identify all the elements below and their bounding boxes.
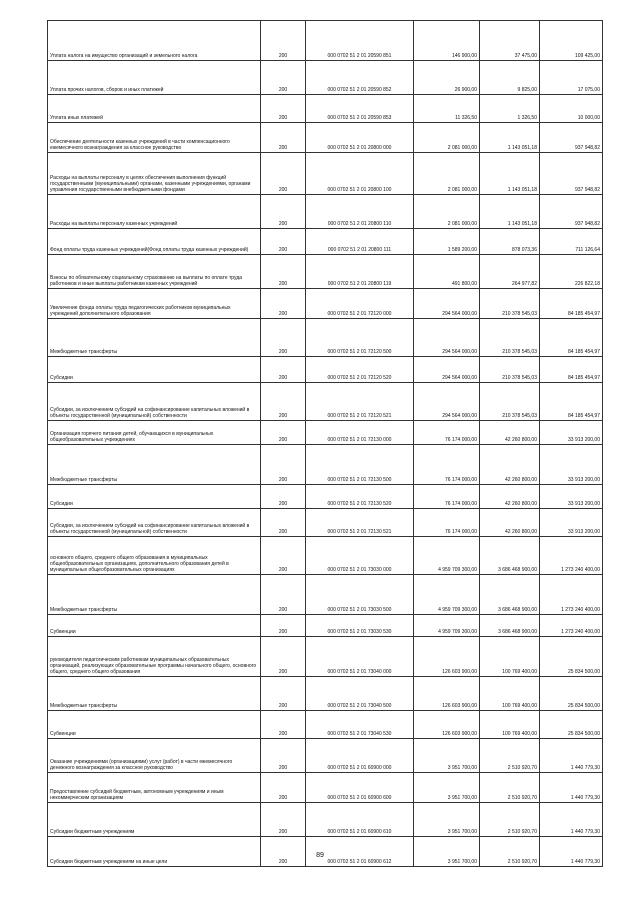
row-code: 200 xyxy=(261,739,306,773)
row-executed: 42 260 800,00 xyxy=(480,485,540,509)
row-kbk: 000 0702 51 2 01 20800 111 xyxy=(306,229,414,255)
row-remaining: 1 440 779,30 xyxy=(540,803,603,837)
row-remaining: 33 913 200,00 xyxy=(540,445,603,485)
row-executed: 1 143 051,18 xyxy=(480,123,540,153)
row-remaining: 33 913 200,00 xyxy=(540,421,603,445)
row-remaining: 1 440 779,30 xyxy=(540,773,603,803)
row-name: Субсидии бюджетным учреждениям xyxy=(48,803,261,837)
row-kbk: 000 0702 51 2 01 73040 530 xyxy=(306,711,414,739)
row-code: 200 xyxy=(261,195,306,229)
row-approved: 294 564 000,00 xyxy=(414,289,480,319)
row-name: Оказание учреждениями (организациями) услуг (работ) в части ежемесячного денежного вознаграждения за классное руководство xyxy=(48,739,261,773)
row-executed: 264 977,82 xyxy=(480,255,540,289)
table-row xyxy=(48,61,603,95)
row-kbk: 000 0702 51 2 01 72120 000 xyxy=(306,289,414,319)
row-code: 200 xyxy=(261,21,306,61)
row-name: Субсидии, за исключением субсидий на софинансирование капитальных вложений в объекты государственной (муниципальной) собственности xyxy=(48,509,261,537)
row-kbk: 000 0702 51 2 01 20800 100 xyxy=(306,153,414,195)
table-row xyxy=(48,255,603,289)
row-kbk: 000 0702 51 2 01 72130 500 xyxy=(306,445,414,485)
row-kbk: 000 0702 51 2 01 73040 000 xyxy=(306,637,414,677)
row-code: 200 xyxy=(261,357,306,383)
row-approved: 2 081 000,00 xyxy=(414,195,480,229)
row-name: Субсидии бюджетным учреждениям на иные цели xyxy=(48,837,261,867)
table-row xyxy=(48,509,603,537)
row-remaining: 1 273 240 400,00 xyxy=(540,575,603,615)
row-name: Обеспечение деятельности казенных учреждений в части компенсационного ежемесячного вознаграждения за классное руководство xyxy=(48,123,261,153)
row-executed: 42 260 800,00 xyxy=(480,421,540,445)
row-remaining: 17 075,00 xyxy=(540,61,603,95)
row-kbk: 000 0702 51 2 01 60900 610 xyxy=(306,803,414,837)
row-code: 200 xyxy=(261,575,306,615)
row-executed: 210 378 545,03 xyxy=(480,357,540,383)
row-executed: 9 825,00 xyxy=(480,61,540,95)
row-kbk: 000 0702 51 2 01 60900 600 xyxy=(306,773,414,803)
row-remaining: 109 425,00 xyxy=(540,21,603,61)
row-code: 200 xyxy=(261,229,306,255)
table-row xyxy=(48,677,603,711)
row-name: Увеличение фонда оплаты труда педагогических работников муниципальных учреждений дополнительного образования xyxy=(48,289,261,319)
row-approved: 2 081 000,00 xyxy=(414,123,480,153)
table-row xyxy=(48,229,603,255)
row-approved: 126 603 900,00 xyxy=(414,677,480,711)
row-approved: 76 174 000,00 xyxy=(414,485,480,509)
row-code: 200 xyxy=(261,773,306,803)
row-executed: 42 260 800,00 xyxy=(480,445,540,485)
row-executed: 1 326,50 xyxy=(480,95,540,123)
row-name: Субсидии xyxy=(48,357,261,383)
row-code: 200 xyxy=(261,637,306,677)
row-executed: 1 143 051,18 xyxy=(480,153,540,195)
row-name: Взносы по обязательному социальному страхованию на выплаты по оплате труда работников и иные выплаты работникам казенных учреждений xyxy=(48,255,261,289)
row-approved: 146 900,00 xyxy=(414,21,480,61)
table-body xyxy=(48,21,603,867)
row-name: Субсидии xyxy=(48,485,261,509)
row-name: Уплата иных платежей xyxy=(48,95,261,123)
row-executed: 3 686 468 900,00 xyxy=(480,575,540,615)
page-number: 89 xyxy=(316,852,324,859)
row-remaining: 84 185 454,97 xyxy=(540,289,603,319)
row-kbk: 000 0702 51 2 01 60900 000 xyxy=(306,739,414,773)
row-remaining: 1 273 240 400,00 xyxy=(540,615,603,637)
row-name: Расходы на выплаты персоналу казенных учреждений xyxy=(48,195,261,229)
row-name: основного общего, среднего общего образования в муниципальных общеобразовательных организациях, дополнительного образования детей в муниципальных общеобразовательных организациях xyxy=(48,537,261,575)
table-row xyxy=(48,421,603,445)
row-name: Фонд оплаты труда казенных учреждений(Фонд оплаты труда казенных учреждений) xyxy=(48,229,261,255)
budget-table-container xyxy=(47,20,602,867)
row-kbk: 000 0702 51 2 01 20590 852 xyxy=(306,61,414,95)
budget-execution-table xyxy=(47,20,603,867)
row-code: 200 xyxy=(261,383,306,421)
row-kbk: 000 0702 51 2 01 72120 500 xyxy=(306,319,414,357)
row-kbk: 000 0702 51 2 01 20800 000 xyxy=(306,123,414,153)
row-name: Субсидии, за исключением субсидий на софинансирование капитальных вложений в объекты государственной (муниципальной) собственности xyxy=(48,383,261,421)
table-row xyxy=(48,21,603,61)
row-code: 200 xyxy=(261,289,306,319)
row-kbk: 000 0702 51 2 01 20800 110 xyxy=(306,195,414,229)
row-remaining: 84 185 454,97 xyxy=(540,357,603,383)
row-executed: 1 143 051,18 xyxy=(480,195,540,229)
row-code: 200 xyxy=(261,837,306,867)
row-kbk: 000 0702 51 2 01 20800 119 xyxy=(306,255,414,289)
row-executed: 210 378 545,03 xyxy=(480,289,540,319)
row-approved: 294 564 000,00 xyxy=(414,383,480,421)
row-kbk: 000 0702 51 2 01 72130 000 xyxy=(306,421,414,445)
row-kbk: 000 0702 51 2 01 72120 521 xyxy=(306,383,414,421)
row-remaining: 711 126,64 xyxy=(540,229,603,255)
table-row xyxy=(48,773,603,803)
row-name: Субвенции xyxy=(48,615,261,637)
row-code: 200 xyxy=(261,123,306,153)
row-approved: 126 603 900,00 xyxy=(414,637,480,677)
table-row xyxy=(48,95,603,123)
row-name: Предоставление субсидий бюджетным, автономным учреждениям и иным некоммерческим организациям xyxy=(48,773,261,803)
row-name: Межбюджетные трансферты xyxy=(48,677,261,711)
row-remaining: 937 948,82 xyxy=(540,195,603,229)
row-remaining: 33 913 200,00 xyxy=(540,509,603,537)
table-row xyxy=(48,637,603,677)
row-code: 200 xyxy=(261,421,306,445)
row-executed: 37 475,00 xyxy=(480,21,540,61)
row-executed: 2 510 920,70 xyxy=(480,803,540,837)
row-executed: 210 378 545,03 xyxy=(480,319,540,357)
row-remaining: 1 440 779,30 xyxy=(540,837,603,867)
row-executed: 2 510 920,70 xyxy=(480,837,540,867)
row-code: 200 xyxy=(261,319,306,357)
table-row xyxy=(48,445,603,485)
row-name: Межбюджетные трансферты xyxy=(48,445,261,485)
row-executed: 878 073,36 xyxy=(480,229,540,255)
table-row xyxy=(48,319,603,357)
row-executed: 100 769 400,00 xyxy=(480,711,540,739)
row-approved: 76 174 000,00 xyxy=(414,509,480,537)
table-row xyxy=(48,123,603,153)
row-name: Уплата налога на имущество организаций и земельного налога xyxy=(48,21,261,61)
row-approved: 3 951 700,00 xyxy=(414,837,480,867)
row-remaining: 25 834 500,00 xyxy=(540,677,603,711)
row-kbk: 000 0702 51 2 01 73040 500 xyxy=(306,677,414,711)
row-approved: 4 959 709 300,00 xyxy=(414,575,480,615)
row-remaining: 33 913 200,00 xyxy=(540,485,603,509)
row-approved: 126 603 900,00 xyxy=(414,711,480,739)
row-code: 200 xyxy=(261,711,306,739)
row-name: Межбюджетные трансферты xyxy=(48,319,261,357)
row-approved: 1 589 200,00 xyxy=(414,229,480,255)
row-remaining: 25 834 500,00 xyxy=(540,637,603,677)
row-approved: 3 951 700,00 xyxy=(414,739,480,773)
table-row xyxy=(48,711,603,739)
row-executed: 2 510 920,70 xyxy=(480,739,540,773)
row-kbk: 000 0702 51 2 01 73030 530 xyxy=(306,615,414,637)
row-approved: 3 951 700,00 xyxy=(414,773,480,803)
table-row xyxy=(48,615,603,637)
row-approved: 26 900,00 xyxy=(414,61,480,95)
row-code: 200 xyxy=(261,537,306,575)
table-row xyxy=(48,575,603,615)
table-row xyxy=(48,357,603,383)
table-row xyxy=(48,383,603,421)
row-name: руководителя педагогическим работникам муниципальных образовательных организаций, реализующих образовательные программы начального общего, основного общего, среднего общего образования xyxy=(48,637,261,677)
row-approved: 76 174 000,00 xyxy=(414,421,480,445)
row-kbk: 000 0702 51 2 01 73030 500 xyxy=(306,575,414,615)
row-code: 200 xyxy=(261,445,306,485)
row-executed: 3 686 468 900,00 xyxy=(480,537,540,575)
table-row xyxy=(48,537,603,575)
row-approved: 2 081 000,00 xyxy=(414,153,480,195)
row-approved: 294 564 000,00 xyxy=(414,357,480,383)
table-row xyxy=(48,195,603,229)
row-name: Уплата прочих налогов, сборов и иных платежей xyxy=(48,61,261,95)
row-approved: 11 326,50 xyxy=(414,95,480,123)
row-code: 200 xyxy=(261,509,306,537)
row-code: 200 xyxy=(261,803,306,837)
row-code: 200 xyxy=(261,153,306,195)
row-remaining: 25 834 500,00 xyxy=(540,711,603,739)
row-kbk: 000 0702 51 2 01 72120 520 xyxy=(306,357,414,383)
row-remaining: 937 948,82 xyxy=(540,153,603,195)
row-executed: 42 260 800,00 xyxy=(480,509,540,537)
row-executed: 210 378 545,03 xyxy=(480,383,540,421)
row-remaining: 937 948,82 xyxy=(540,123,603,153)
row-approved: 76 174 000,00 xyxy=(414,445,480,485)
row-code: 200 xyxy=(261,95,306,123)
row-approved: 491 800,00 xyxy=(414,255,480,289)
row-kbk: 000 0702 51 2 01 72130 521 xyxy=(306,509,414,537)
row-code: 200 xyxy=(261,255,306,289)
row-kbk: 000 0702 51 2 01 73030 000 xyxy=(306,537,414,575)
table-row xyxy=(48,803,603,837)
row-approved: 4 959 709 300,00 xyxy=(414,537,480,575)
row-remaining: 226 822,18 xyxy=(540,255,603,289)
row-remaining: 10 000,00 xyxy=(540,95,603,123)
row-remaining: 1 273 240 400,00 xyxy=(540,537,603,575)
row-approved: 3 951 700,00 xyxy=(414,803,480,837)
table-row xyxy=(48,739,603,773)
row-executed: 100 769 400,00 xyxy=(480,677,540,711)
table-row xyxy=(48,485,603,509)
row-name: Межбюджетные трансферты xyxy=(48,575,261,615)
row-executed: 3 686 468 900,00 xyxy=(480,615,540,637)
row-kbk: 000 0702 51 2 01 20590 851 xyxy=(306,21,414,61)
row-name: Субвенции xyxy=(48,711,261,739)
row-code: 200 xyxy=(261,677,306,711)
row-kbk: 000 0702 51 2 01 60900 612 xyxy=(306,837,414,867)
table-row xyxy=(48,153,603,195)
row-kbk: 000 0702 51 2 01 72130 520 xyxy=(306,485,414,509)
row-executed: 2 510 920,70 xyxy=(480,773,540,803)
row-name: Расходы на выплаты персоналу в целях обеспечения выполнения функций государственными (муниципальными) органами, казенными учреждениями, органами управления государственными внебюджетными фондами xyxy=(48,153,261,195)
row-executed: 100 769 400,00 xyxy=(480,637,540,677)
table-row xyxy=(48,289,603,319)
row-code: 200 xyxy=(261,61,306,95)
row-approved: 294 564 000,00 xyxy=(414,319,480,357)
row-kbk: 000 0702 51 2 01 20590 853 xyxy=(306,95,414,123)
row-remaining: 1 440 779,30 xyxy=(540,739,603,773)
row-remaining: 84 185 454,97 xyxy=(540,383,603,421)
row-code: 200 xyxy=(261,485,306,509)
row-name: Организация горячего питания детей, обучающихся в муниципальных общеобразовательных учреждениях xyxy=(48,421,261,445)
row-remaining: 84 185 454,97 xyxy=(540,319,603,357)
row-code: 200 xyxy=(261,615,306,637)
row-approved: 4 959 709 300,00 xyxy=(414,615,480,637)
